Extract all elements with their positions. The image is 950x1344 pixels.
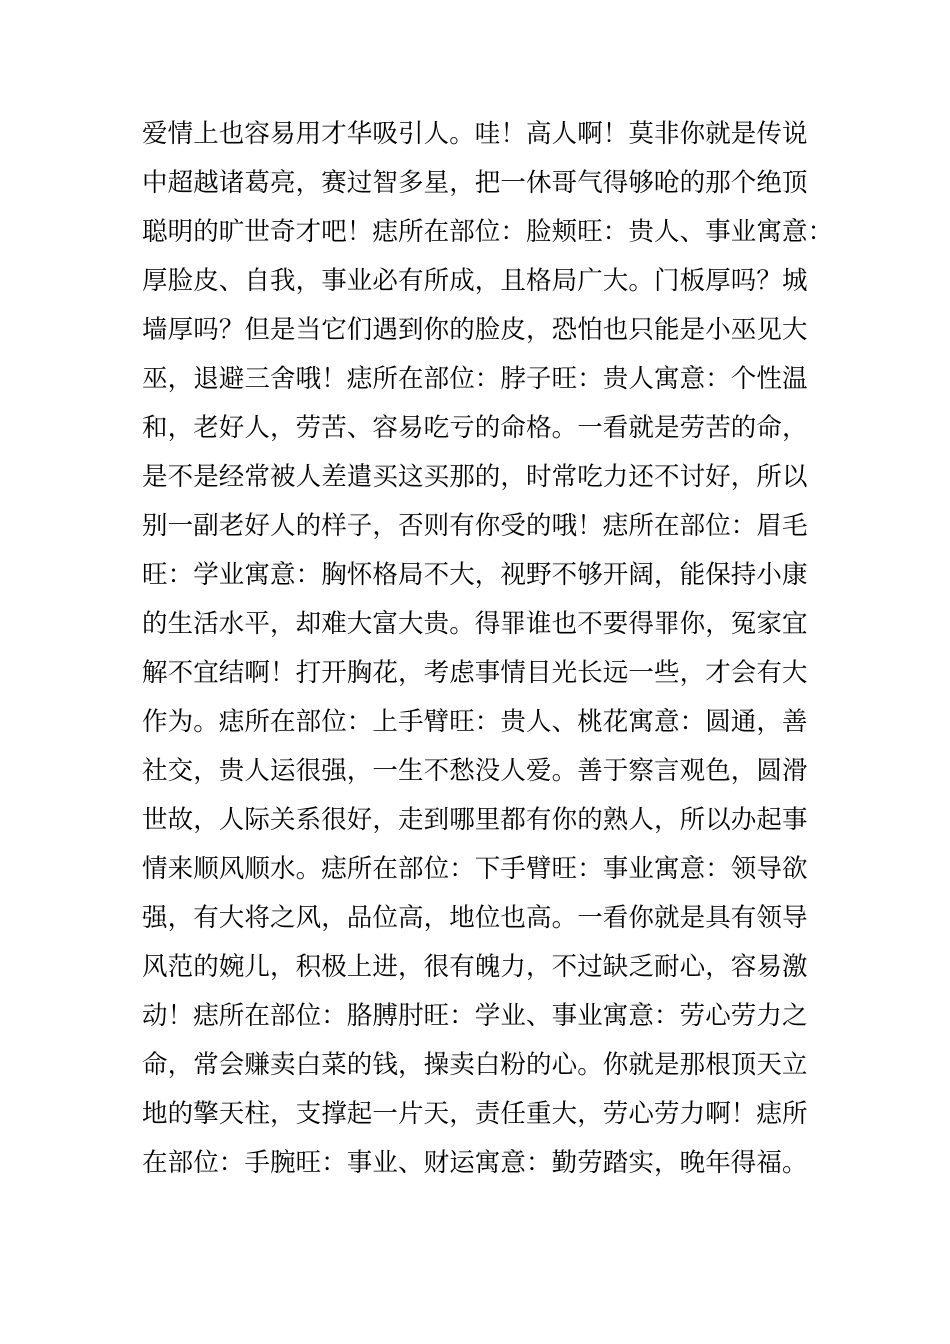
text-line: 别一副老好人的样子，否则有你受的哦！痣所在部位：眉毛: [142, 511, 808, 541]
text-line: 解不宜结啊！打开胸花，考虑事情目光长远一些，才会有大: [142, 658, 808, 688]
text-line: 的生活水平，却难大富大贵。得罪谁也不要得罪你，冤家宜: [142, 609, 808, 639]
text-line: 作为。痣所在部位：上手臂旺：贵人、桃花寓意：圆通，善: [142, 707, 808, 737]
text-line: 旺：学业寓意：胸怀格局不大，视野不够开阔，能保持小康: [142, 560, 808, 590]
text-line: 爱情上也容易用才华吸引人。哇！高人啊！莫非你就是传说: [142, 119, 808, 149]
text-line: 风范的婉儿，积极上进，很有魄力，不过缺乏耐心，容易激: [142, 952, 808, 982]
text-line: 在部位：手腕旺：事业、财运寓意：勤劳踏实，晚年得福。: [142, 1148, 808, 1178]
text-line: 巫，退避三舍哦！痣所在部位：脖子旺：贵人寓意：个性温: [142, 364, 808, 394]
text-line: 中超越诸葛亮，赛过智多星，把一休哥气得够呛的那个绝顶: [142, 168, 808, 198]
text-line: 动！痣所在部位：胳膊肘旺：学业、事业寓意：劳心劳力之: [142, 1001, 808, 1031]
text-line: 是不是经常被人差遣买这买那的，时常吃力还不讨好，所以: [142, 462, 808, 492]
text-line: 世故，人际关系很好，走到哪里都有你的熟人，所以办起事: [142, 805, 808, 835]
text-line: 强，有大将之风，品位高，地位也高。一看你就是具有领导: [142, 903, 808, 933]
text-line: 厚脸皮、自我，事业必有所成，且格局广大。门板厚吗？城: [142, 266, 808, 296]
text-line: 聪明的旷世奇才吧！痣所在部位：脸颊旺：贵人、事业寓意：: [142, 217, 834, 247]
text-line: 情来顺风顺水。痣所在部位：下手臂旺：事业寓意：领导欲: [142, 854, 808, 884]
body-text: [142, 110, 842, 1188]
text-line: 社交，贵人运很强，一生不愁没人爱。善于察言观色，圆滑: [142, 756, 808, 786]
text-line: 和，老好人，劳苦、容易吃亏的命格。一看就是劳苦的命，: [142, 413, 808, 443]
text-line: 命，常会赚卖白菜的钱，操卖白粉的心。你就是那根顶天立: [142, 1050, 808, 1080]
text-line: 地的擎天柱，支撑起一片天，责任重大，劳心劳力啊！痣所: [142, 1099, 808, 1129]
text-line: 墙厚吗？但是当它们遇到你的脸皮，恐怕也只能是小巫见大: [142, 315, 808, 345]
